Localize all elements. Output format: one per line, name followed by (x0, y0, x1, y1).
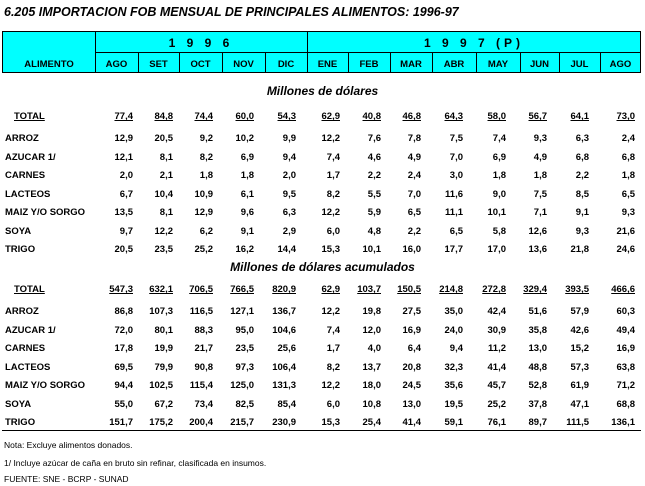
table-header (2, 31, 641, 73)
value-cell: 15,2 (570, 343, 589, 354)
value-cell: 6,8 (575, 151, 589, 163)
value-cell: 10,2 (235, 133, 254, 144)
section-title-cumulative: Millones de dólares acumulados (230, 260, 415, 274)
value-cell: 9,2 (199, 133, 213, 144)
value-cell: 4,6 (367, 151, 381, 163)
value-cell: 12,6 (528, 225, 547, 237)
month-header: NOV (233, 59, 254, 70)
value-cell: 8,2 (199, 151, 213, 163)
value-cell: 5,9 (367, 207, 381, 218)
row-label: CARNES (5, 343, 46, 354)
section-title-monthly: Millones de dólares (266, 84, 379, 98)
value-cell: 6,0 (326, 398, 340, 410)
value-cell: 24,5 (402, 380, 421, 391)
value-cell: 47,1 (570, 398, 589, 410)
value-cell: 10,9 (194, 188, 213, 200)
value-cell: 8,2 (326, 188, 340, 200)
value-cell: 49,4 (616, 324, 635, 336)
value-cell: 12,1 (114, 151, 133, 163)
table-row (0, 133, 645, 149)
value-cell: 6,4 (407, 343, 421, 354)
total-row (0, 284, 645, 300)
row-label: TRIGO (5, 417, 36, 428)
value-cell: 21,8 (570, 244, 589, 255)
value-cell: 115,4 (189, 380, 213, 391)
alimento-column-header: ALIMENTO (24, 59, 74, 70)
value-cell: 136,1 (611, 417, 635, 428)
table-row (0, 189, 645, 205)
value-cell: 35,6 (444, 380, 463, 391)
value-cell: 4,9 (407, 151, 421, 163)
total-row (0, 111, 645, 127)
value-cell: 7,4 (492, 133, 506, 144)
value-cell: 6,9 (240, 151, 254, 163)
value-cell: 7,4 (326, 151, 340, 163)
table-row (0, 399, 645, 415)
month-header: JUN (529, 59, 549, 70)
source-note: FUENTE: SNE - BCRP - SUNAD (4, 474, 129, 484)
value-cell: 12,2 (321, 306, 340, 317)
table-row (0, 207, 645, 223)
value-cell: 25,2 (487, 398, 506, 410)
value-cell: 6,3 (282, 207, 296, 218)
year-1996-header: 1 9 9 6 (168, 36, 234, 50)
value-cell: 820,9 (272, 284, 296, 295)
value-cell: 3,0 (449, 170, 463, 181)
value-cell: 95,0 (235, 324, 254, 336)
value-cell: 2,2 (575, 170, 589, 181)
value-cell: 16,9 (402, 324, 421, 336)
value-cell: 90,8 (194, 361, 213, 373)
value-cell: 60,3 (616, 306, 635, 317)
value-cell: 89,7 (528, 417, 547, 428)
value-cell: 4,9 (533, 151, 547, 163)
month-header: DIC (277, 59, 295, 70)
value-cell: 69,5 (114, 361, 133, 373)
value-cell: 103,7 (357, 284, 381, 295)
value-cell: 19,8 (362, 306, 381, 317)
table-row (0, 380, 645, 396)
row-label: AZUCAR 1/ (5, 151, 56, 163)
value-cell: 272,8 (482, 284, 506, 295)
value-cell: 2,4 (407, 170, 421, 181)
value-cell: 4,0 (367, 343, 381, 354)
value-cell: 61,9 (570, 380, 589, 391)
value-cell: 8,1 (159, 151, 173, 163)
value-cell: 74,4 (194, 111, 213, 122)
value-cell: 37,8 (528, 398, 547, 410)
table-row (0, 362, 645, 378)
value-cell: 85,4 (277, 398, 296, 410)
value-cell: 21,7 (194, 343, 213, 354)
value-cell: 14,4 (277, 244, 296, 255)
value-cell: 73,4 (194, 398, 213, 410)
value-cell: 11,2 (488, 343, 506, 354)
value-cell: 230,9 (272, 417, 296, 428)
header-divider (95, 52, 640, 53)
value-cell: 5,8 (492, 225, 506, 237)
value-cell: 6,9 (492, 151, 506, 163)
value-cell: 16,9 (616, 343, 635, 354)
value-cell: 60,0 (235, 111, 254, 122)
row-label: SOYA (5, 225, 32, 237)
value-cell: 214,8 (439, 284, 463, 295)
value-cell: 151,7 (109, 417, 133, 428)
value-cell: 12,2 (321, 207, 340, 218)
value-cell: 8,2 (326, 361, 340, 373)
value-cell: 63,8 (616, 361, 635, 373)
value-cell: 766,5 (230, 284, 254, 295)
value-cell: 1,8 (199, 170, 213, 181)
value-cell: 1,8 (240, 170, 254, 181)
value-cell: 27,5 (402, 306, 421, 317)
value-cell: 62,9 (321, 284, 340, 295)
row-label: CARNES (5, 170, 46, 181)
row-label: LACTEOS (5, 188, 51, 200)
value-cell: 127,1 (230, 306, 254, 317)
value-cell: 632,1 (149, 284, 173, 295)
value-cell: 86,8 (114, 306, 133, 317)
value-cell: 4,8 (367, 225, 381, 237)
value-cell: 16,0 (402, 244, 421, 255)
value-cell: 9,4 (449, 343, 463, 354)
value-cell: 9,1 (575, 207, 589, 218)
value-cell: 9,4 (282, 151, 296, 163)
value-cell: 15,3 (321, 244, 340, 255)
value-cell: 10,1 (487, 207, 506, 218)
month-header: MAR (400, 59, 422, 70)
value-cell: 12,0 (362, 324, 381, 336)
value-cell: 17,7 (444, 244, 463, 255)
table-row (0, 325, 645, 341)
value-cell: 18,0 (362, 380, 381, 391)
value-cell: 12,9 (114, 133, 133, 144)
value-cell: 13,6 (528, 244, 547, 255)
value-cell: 6,3 (575, 133, 589, 144)
month-header: AGO (105, 59, 128, 70)
value-cell: 5,5 (367, 188, 381, 200)
value-cell: 7,6 (367, 133, 381, 144)
value-cell: 67,2 (154, 398, 173, 410)
value-cell: 19,9 (154, 343, 173, 354)
value-cell: 25,2 (194, 244, 213, 255)
value-cell: 77,4 (114, 111, 133, 122)
value-cell: 30,9 (487, 324, 506, 336)
value-cell: 7,0 (449, 151, 463, 163)
value-cell: 1,8 (533, 170, 547, 181)
month-header: SET (149, 59, 168, 70)
month-header: ENE (317, 59, 338, 70)
year-1997-header: 1 9 9 7 (P) (423, 36, 525, 50)
value-cell: 42,6 (570, 324, 589, 336)
value-cell: 21,6 (616, 225, 635, 237)
value-cell: 7,5 (449, 133, 463, 144)
value-cell: 10,1 (362, 244, 381, 255)
value-cell: 200,4 (189, 417, 213, 428)
footer-divider (2, 430, 641, 431)
value-cell: 88,3 (194, 324, 213, 336)
value-cell: 215,7 (230, 417, 254, 428)
value-cell: 7,1 (533, 207, 547, 218)
value-cell: 106,4 (272, 361, 296, 373)
value-cell: 8,1 (159, 207, 173, 218)
value-cell: 20,8 (402, 361, 421, 373)
value-cell: 20,5 (114, 244, 133, 255)
row-label: SOYA (5, 398, 32, 410)
value-cell: 24,6 (616, 244, 635, 255)
value-cell: 2,2 (367, 170, 381, 181)
value-cell: 12,2 (321, 133, 340, 144)
month-header: MAY (487, 59, 509, 70)
value-cell: 71,2 (616, 380, 635, 391)
value-cell: 80,1 (154, 324, 173, 336)
value-cell: 102,5 (149, 380, 173, 391)
page-title: 6.205 IMPORTACION FOB MENSUAL DE PRINCIPALES ALIMENTOS: 1996-97 (4, 5, 459, 19)
value-cell: 35,0 (444, 306, 463, 317)
value-cell: 94,4 (114, 380, 133, 391)
value-cell: 9,7 (119, 225, 133, 237)
value-cell: 9,9 (282, 133, 296, 144)
value-cell: 466,6 (611, 284, 635, 295)
value-cell: 13,0 (528, 343, 547, 354)
row-label: TRIGO (5, 244, 36, 255)
value-cell: 76,1 (487, 417, 506, 428)
row-label: TOTAL (14, 284, 45, 295)
row-label: TOTAL (14, 111, 45, 122)
value-cell: 12,9 (194, 207, 213, 218)
row-label: LACTEOS (5, 361, 51, 373)
value-cell: 41,4 (487, 361, 506, 373)
value-cell: 56,7 (528, 111, 547, 122)
value-cell: 41,4 (402, 417, 421, 428)
value-cell: 2,1 (159, 170, 173, 181)
value-cell: 104,6 (272, 324, 296, 336)
value-cell: 73,0 (616, 111, 635, 122)
value-cell: 706,5 (189, 284, 213, 295)
value-cell: 1,8 (621, 170, 635, 181)
table-row (0, 152, 645, 168)
value-cell: 9,0 (492, 188, 506, 200)
month-header: JUL (570, 59, 589, 70)
value-cell: 64,3 (444, 111, 463, 122)
value-cell: 48,8 (528, 361, 547, 373)
value-cell: 1,7 (326, 170, 340, 181)
table-row (0, 170, 645, 186)
value-cell: 23,5 (235, 343, 254, 354)
value-cell: 131,3 (272, 380, 296, 391)
value-cell: 62,9 (321, 111, 340, 122)
value-cell: 136,7 (272, 306, 296, 317)
value-cell: 329,4 (523, 284, 547, 295)
value-cell: 107,3 (149, 306, 173, 317)
value-cell: 9,5 (282, 188, 296, 200)
table-row (0, 244, 645, 260)
value-cell: 13,0 (402, 398, 421, 410)
value-cell: 15,3 (321, 417, 340, 428)
row-label: AZUCAR 1/ (5, 324, 56, 336)
note-excludes: Nota: Excluye alimentos donados. (4, 440, 133, 450)
value-cell: 68,8 (616, 398, 635, 410)
value-cell: 7,4 (326, 324, 340, 336)
value-cell: 547,3 (109, 284, 133, 295)
value-cell: 10,4 (154, 188, 173, 200)
value-cell: 54,3 (277, 111, 296, 122)
value-cell: 9,3 (621, 207, 635, 218)
value-cell: 11,1 (445, 207, 463, 218)
value-cell: 1,7 (326, 343, 340, 354)
month-header: ABR (443, 59, 465, 70)
value-cell: 79,9 (154, 361, 173, 373)
value-cell: 6,5 (621, 188, 635, 200)
value-cell: 51,6 (528, 306, 547, 317)
value-cell: 6,2 (199, 225, 213, 237)
value-cell: 52,8 (528, 380, 547, 391)
value-cell: 1,8 (492, 170, 506, 181)
value-cell: 64,1 (570, 111, 589, 122)
value-cell: 55,0 (114, 398, 133, 410)
value-cell: 7,5 (533, 188, 547, 200)
row-label: ARROZ (5, 306, 39, 317)
month-header: OCT (190, 59, 211, 70)
table-row (0, 343, 645, 359)
note-sugar: 1/ Incluye azúcar de caña en bruto sin refinar, clasificada en insumos. (4, 458, 267, 468)
value-cell: 23,5 (154, 244, 173, 255)
value-cell: 24,0 (444, 324, 463, 336)
value-cell: 2,9 (282, 225, 296, 237)
value-cell: 6,5 (449, 225, 463, 237)
value-cell: 35,8 (528, 324, 547, 336)
value-cell: 9,3 (533, 133, 547, 144)
value-cell: 72,0 (114, 324, 133, 336)
table-row (0, 226, 645, 242)
value-cell: 25,6 (277, 343, 296, 354)
value-cell: 150,5 (397, 284, 421, 295)
value-cell: 40,8 (362, 111, 381, 122)
value-cell: 6,5 (407, 207, 421, 218)
value-cell: 84,8 (154, 111, 173, 122)
month-header: AGO (609, 59, 632, 70)
month-header: FEB (359, 59, 379, 70)
value-cell: 25,4 (362, 417, 381, 428)
value-cell: 11,6 (445, 188, 463, 200)
table-row (0, 306, 645, 322)
value-cell: 19,5 (444, 398, 463, 410)
value-cell: 17,0 (487, 244, 506, 255)
value-cell: 116,5 (189, 306, 213, 317)
value-cell: 6,7 (119, 188, 133, 200)
value-cell: 2,4 (621, 133, 635, 144)
value-cell: 16,2 (235, 244, 254, 255)
row-label: MAIZ Y/O SORGO (5, 207, 86, 218)
value-cell: 125,0 (230, 380, 254, 391)
row-label: ARROZ (5, 133, 39, 144)
value-cell: 20,5 (154, 133, 173, 144)
value-cell: 7,0 (407, 188, 421, 200)
value-cell: 2,0 (119, 170, 133, 181)
value-cell: 32,3 (444, 361, 463, 373)
value-cell: 59,1 (444, 417, 463, 428)
value-cell: 7,8 (407, 133, 421, 144)
value-cell: 6,8 (621, 151, 635, 163)
value-cell: 9,1 (240, 225, 254, 237)
value-cell: 46,8 (402, 111, 421, 122)
value-cell: 57,3 (570, 361, 589, 373)
value-cell: 111,5 (566, 417, 589, 428)
value-cell: 17,8 (114, 343, 133, 354)
value-cell: 12,2 (154, 225, 173, 237)
value-cell: 6,0 (326, 225, 340, 237)
value-cell: 2,0 (282, 170, 296, 181)
value-cell: 97,3 (235, 361, 254, 373)
value-cell: 45,7 (487, 380, 506, 391)
value-cell: 12,2 (321, 380, 340, 391)
value-cell: 6,1 (240, 188, 254, 200)
value-cell: 9,6 (240, 207, 254, 218)
value-cell: 10,8 (362, 398, 381, 410)
value-cell: 42,4 (487, 306, 506, 317)
value-cell: 2,2 (407, 225, 421, 237)
value-cell: 57,9 (570, 306, 589, 317)
value-cell: 82,5 (235, 398, 254, 410)
value-cell: 13,5 (114, 207, 133, 218)
value-cell: 13,7 (362, 361, 381, 373)
value-cell: 58,0 (487, 111, 506, 122)
value-cell: 9,3 (575, 225, 589, 237)
value-cell: 175,2 (149, 417, 173, 428)
value-cell: 393,5 (565, 284, 589, 295)
value-cell: 8,5 (575, 188, 589, 200)
row-label: MAIZ Y/O SORGO (5, 380, 86, 391)
